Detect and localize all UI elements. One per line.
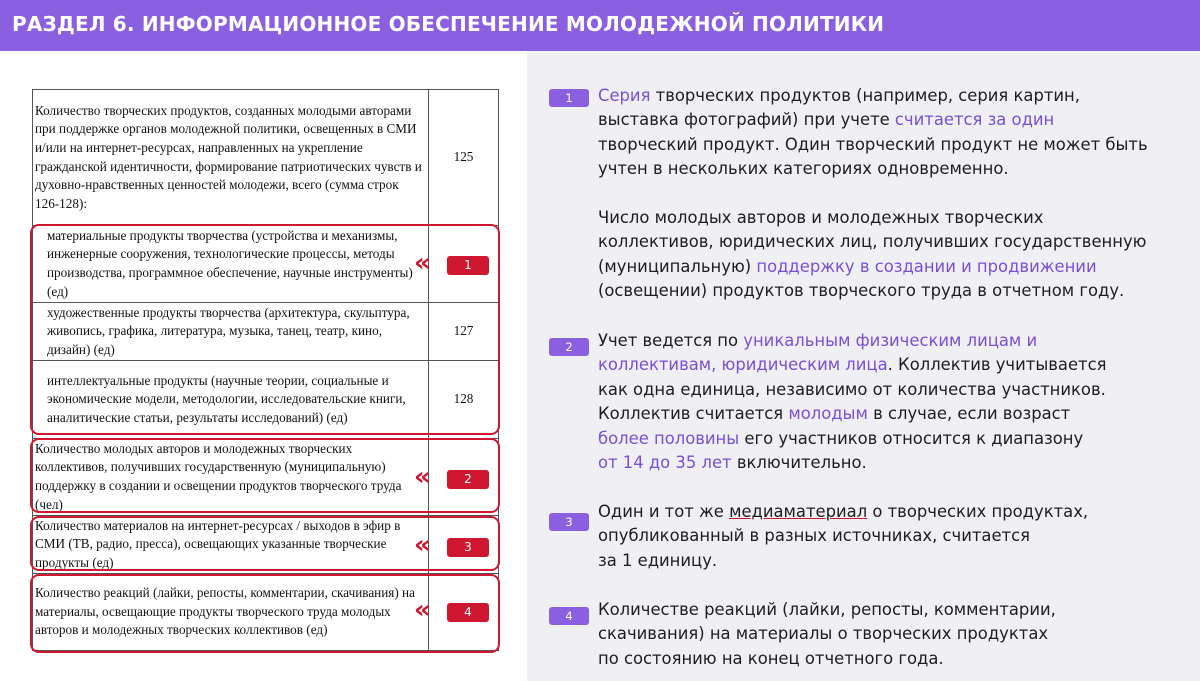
note-1-text bbox=[598, 84, 1188, 182]
table-cell-text: интеллектуальные продукты (научные теории, социальные и экономические модели, методологии, исследовательские книги, аналитические статьи, результаты исследований) (ед) bbox=[33, 361, 429, 439]
note-text-accent: уникальным физическим лицам и bbox=[743, 331, 1038, 350]
note-text: Коллектив считается bbox=[598, 404, 789, 424]
note-text: . Коллектив учитывается bbox=[887, 355, 1107, 375]
highlight-box-1 bbox=[30, 224, 500, 435]
note-text: Учет ведется по bbox=[598, 331, 744, 350]
note-text-accent: Серия bbox=[598, 86, 651, 105]
table-cell-text: материальные продукты творчества (устройства и механизмы, инженерные сооружения, технологические процессы, методы производства, программное обеспечение, научные инструменты) (ед) bbox=[33, 226, 429, 303]
note-text: Один и тот же bbox=[598, 502, 730, 521]
note-text: скачивания) на материалы о творческих продуктах bbox=[598, 624, 1049, 644]
note-text: выставка фотографий) при учете bbox=[598, 110, 895, 130]
note-3-text bbox=[598, 500, 1188, 573]
table-cell-code: 128 bbox=[429, 361, 499, 439]
note-text: как одна единица, независимо от количества участников. bbox=[598, 379, 1106, 399]
note-4-text bbox=[598, 598, 1188, 671]
table-cell-text: Количество молодых авторов и молодежных творческих коллективов, получивших государственную (муниципальную) поддержку в создании и освещении продуктов творческого труда (чел) bbox=[33, 439, 429, 516]
note-text: за 1 единицу. bbox=[598, 550, 718, 570]
note-text: (освещении) продуктов творческого труда в отчетном году. bbox=[598, 281, 1125, 301]
note-text: учтен в нескольких категориях одновременно. bbox=[598, 159, 1009, 179]
note-text-accent: коллективам, юридическим лица bbox=[598, 355, 888, 375]
table-cell-text: Количество реакций (лайки, репосты, комментарии, скачивания) на материалы, освещающие продукты творческого труда молодых авторов и молодежных творческих коллективов (ед) bbox=[33, 574, 429, 651]
table-cell-code: 125 bbox=[429, 90, 499, 226]
note-text: творческий продукт. Один творческий продукт не может быть bbox=[598, 134, 1148, 154]
double-chevron-left-icon: « bbox=[414, 530, 425, 560]
marker-badge-4: 4 bbox=[447, 603, 489, 622]
note-text: в случае, если возраст bbox=[867, 404, 1071, 424]
note-text-accent: от 14 до 35 лет bbox=[598, 453, 732, 473]
note-text-accent: молодым bbox=[788, 404, 868, 424]
table-cell-text: Количество материалов на интернет-ресурсах / выходов в эфир в СМИ (ТВ, радио, пресса), освещающих указанные творческие продукты (ед) bbox=[33, 516, 429, 574]
double-chevron-left-icon: « bbox=[414, 248, 425, 278]
note-1-text-2 bbox=[598, 206, 1188, 304]
note-text: Число молодых авторов и молодежных творческих bbox=[598, 208, 1044, 227]
highlight-box-2 bbox=[30, 438, 500, 513]
note-text: опубликованный в разных источниках, считается bbox=[598, 526, 1030, 546]
note-badge-1: 1 bbox=[549, 89, 589, 107]
note-text: о творческих продуктах, bbox=[867, 502, 1089, 521]
marker-badge-2: 2 bbox=[447, 470, 489, 489]
note-text: коллективов, юридических лиц, получивших государственную bbox=[598, 232, 1147, 252]
double-chevron-left-icon: « bbox=[414, 595, 425, 625]
table-cell-text: Количество творческих продуктов, созданных молодыми авторами при поддержке органов молодежной политики, освещенных в СМИ и/или на интернет-ресурсах, направленных на укрепление гражданской идентичности, формирование патриотических чувств и духовно-нравственных ценностей молодежи, всего (сумма строк 126-128): bbox=[33, 90, 429, 226]
highlight-box-3 bbox=[30, 516, 500, 571]
page-title: РАЗДЕЛ 6. ИНФОРМАЦИОННОЕ ОБЕСПЕЧЕНИЕ МОЛОДЕЖНОЙ ПОЛИТИКИ bbox=[12, 12, 885, 36]
marker-badge-3: 3 bbox=[447, 538, 489, 557]
note-text: по состоянию на конец отчетного года. bbox=[598, 648, 944, 668]
note-text: включительно. bbox=[731, 453, 867, 473]
note-text-accent: более половины bbox=[598, 428, 740, 448]
table-cell-text: художественные продукты творчества (архитектура, скульптура, живопись, графика, литература, музыка, танец, театр, кино, дизайн) (ед) bbox=[33, 303, 429, 361]
header-bar bbox=[0, 0, 1200, 51]
note-text: (муниципальную) bbox=[598, 256, 757, 276]
note-badge-3: 3 bbox=[549, 513, 589, 531]
table-cell-code: 127 bbox=[429, 303, 499, 361]
note-text-accent: считается за один bbox=[894, 110, 1055, 130]
note-text: творческих продуктов (например, серия картин, bbox=[650, 86, 1080, 105]
double-chevron-left-icon: « bbox=[414, 462, 425, 492]
note-text-underlined: медиаматериал bbox=[729, 502, 868, 521]
table-row bbox=[33, 90, 499, 226]
note-badge-4: 4 bbox=[549, 607, 589, 625]
note-text: его участников относится к диапазону bbox=[739, 428, 1084, 448]
note-2-text bbox=[598, 329, 1188, 475]
marker-badge-1: 1 bbox=[447, 256, 489, 275]
note-text-accent: поддержку в создании и продвижении bbox=[756, 256, 1097, 276]
note-text: Количестве реакций (лайки, репосты, комментарии, bbox=[598, 600, 1056, 619]
note-badge-2: 2 bbox=[549, 338, 589, 356]
highlight-box-4 bbox=[30, 574, 500, 653]
